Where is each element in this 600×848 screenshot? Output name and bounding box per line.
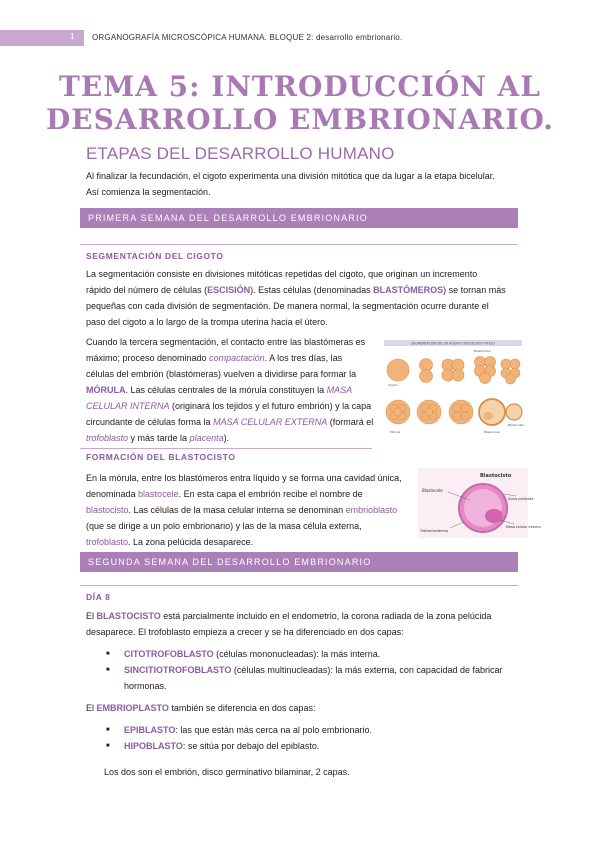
term-trofoblasto: trofoblasto (86, 433, 129, 443)
disco-bilaminar-paragraph: Los dos son el embrión, disco germinativo bilaminar, 2 capas. (104, 767, 350, 777)
label-masa-celular-interna: Masa celular interna (506, 525, 541, 529)
label-zona-pelucida: Zona pelúcida (508, 497, 534, 501)
term-masa-celular-interna: MASA (326, 385, 353, 395)
figure-title: Blastocisto (480, 473, 512, 479)
list-item-continuation: hormonas. (124, 681, 167, 691)
embrioplasto-layers-list (106, 722, 516, 754)
label-morula: Mórula (390, 430, 401, 434)
dia8-paragraph: El BLASTOCISTO está parcialmente incluido en el endometrio, la corona radiada de la zona pelúcida desaparece. El trofoblasto empieza a crecer y se ha diferenciado en dos capas: (86, 611, 492, 637)
term-masa-celular-externa: MASA CELULAR EXTERNA (213, 417, 328, 427)
term-blastocisto: blastocisto (86, 505, 129, 515)
blastocisto-illustration (418, 468, 541, 538)
label-trofoectodermo: Trofoectodermo (420, 529, 449, 533)
embrioplasto-paragraph: El EMBRIOPLASTO también se diferencia en dos capas: (86, 703, 316, 713)
intro-paragraph: Al finalizar la fecundación, el cigoto experimenta una división mitótica que da lugar a la etapa bicelular. Así comienza la segmentación. (86, 171, 495, 197)
term-embrioplasto: EMBRIOPLASTO (96, 703, 169, 713)
term-blastocele: blastocele (138, 489, 179, 499)
section-bar-segunda-semana: SEGUNDA SEMANA DEL DESARROLLO EMBRIONARIO (80, 552, 518, 572)
divider (80, 244, 518, 245)
main-title-line2: DESARROLLO EMBRIONARIO. (46, 103, 554, 136)
label-cigoto: Cigoto (388, 383, 398, 387)
term-blastomeros: BLASTÓMEROS (373, 285, 444, 295)
list-item: ■ HIPOBLASTO: se sitúa por debajo del epiblasto. (106, 738, 516, 754)
blastocisto-paragraph: En la mórula, entre los blastómeros entra líquido y se forma una cavidad única, denominada blastocele. En esta capa el embrión recibe el nombre de blastocisto. Las células de la masa celular interna se denominan embrioblasto (que se dirige a un polo embrionario) y las de la masa célula externa, trofoblasto. La zona pelúcida desaparece. (86, 473, 402, 547)
divider (80, 448, 372, 449)
divider (80, 585, 518, 586)
label-blastocele: Blastocele (484, 430, 500, 434)
subtitle: ETAPAS DEL DESARROLLO HUMANO (86, 144, 395, 163)
label-blastocisto: Blastocisto (508, 423, 525, 427)
term-trofoblasto: trofoblasto (86, 537, 129, 547)
page-number: 1 (70, 32, 75, 41)
figure-title: SEGMENTACIÓN DE UN HUEVO CON ESCASO VITELO (411, 341, 495, 346)
blastocisto-figure (418, 468, 541, 538)
running-head: ORGANOGRAFÍA MICROSCÓPICA HUMANA. BLOQUE 2: desarrollo embrionario. (92, 33, 403, 42)
label-blastomero: Blastómero (474, 349, 492, 353)
list-item: ■ SINCITIOTROFOBLASTO (células multinucleadas): la más externa, con capacidad de fabricar (106, 662, 516, 678)
segmentation-illustration (384, 340, 525, 442)
list-item: ■ EPIBLASTO: las que están más cerca na al polo embrionario. (106, 722, 516, 738)
section-bar-primera-semana: PRIMERA SEMANA DEL DESARROLLO EMBRIONARIO (80, 208, 518, 228)
term-blastocisto: BLASTOCISTO (96, 611, 161, 621)
segmentacion-paragraph: La segmentación consiste en divisiones mitóticas repetidas del cigoto, que originan un incremento rápido del número de células (ESCISIÓN). Estas células (denominadas BLASTÓMEROS) se tornan más pequeñas con cada división de segmentación. De manera normal, la segmentación ocurre durante el paso del cigoto a lo largo de la trompa uterina hacia el útero. (86, 269, 506, 327)
term-escision: ESCISIÓN (207, 285, 251, 295)
heading-segmentacion: SEGMENTACIÓN DEL CIGOTO (86, 251, 224, 261)
term-compactacion: compactación (209, 353, 265, 363)
heading-dia-8: DÍA 8 (86, 592, 111, 602)
term-placenta: placenta (189, 433, 224, 443)
page-header (0, 30, 600, 46)
morula-paragraph: Cuando la tercera segmentación, el contacto entre las blastómeras es máximo; proceso denominado compactación. A los tres días, las células del embrión (blastómeras) vuelven a dividirse para formar la MÓRULA. Las células centrales de la mórula constituyen la MASA CELULAR INTERNA (originará los tejidos y el futuro embrión) y la capa circundante de células forma la MASA CELULAR EXTERNA (formará el trofoblasto y más tarde la placenta). (86, 337, 374, 443)
term-embrioblasto: embrioblasto (345, 505, 398, 515)
trofoblasto-layers-list (106, 646, 516, 694)
heading-formacion-blastocisto: FORMACIÓN DEL BLASTOCISTO (86, 452, 236, 462)
main-title-line1: TEMA 5: INTRODUCCIÓN AL (59, 70, 541, 103)
term-morula: MÓRULA (86, 385, 126, 395)
label-blastocele: Blastocele (422, 488, 443, 493)
page-number-box (0, 30, 84, 46)
cigoto-cell (387, 359, 409, 381)
list-item: ■ CITOTROFOBLASTO (células mononucleadas): la más interna. (106, 646, 516, 662)
segmentation-figure (384, 340, 525, 442)
